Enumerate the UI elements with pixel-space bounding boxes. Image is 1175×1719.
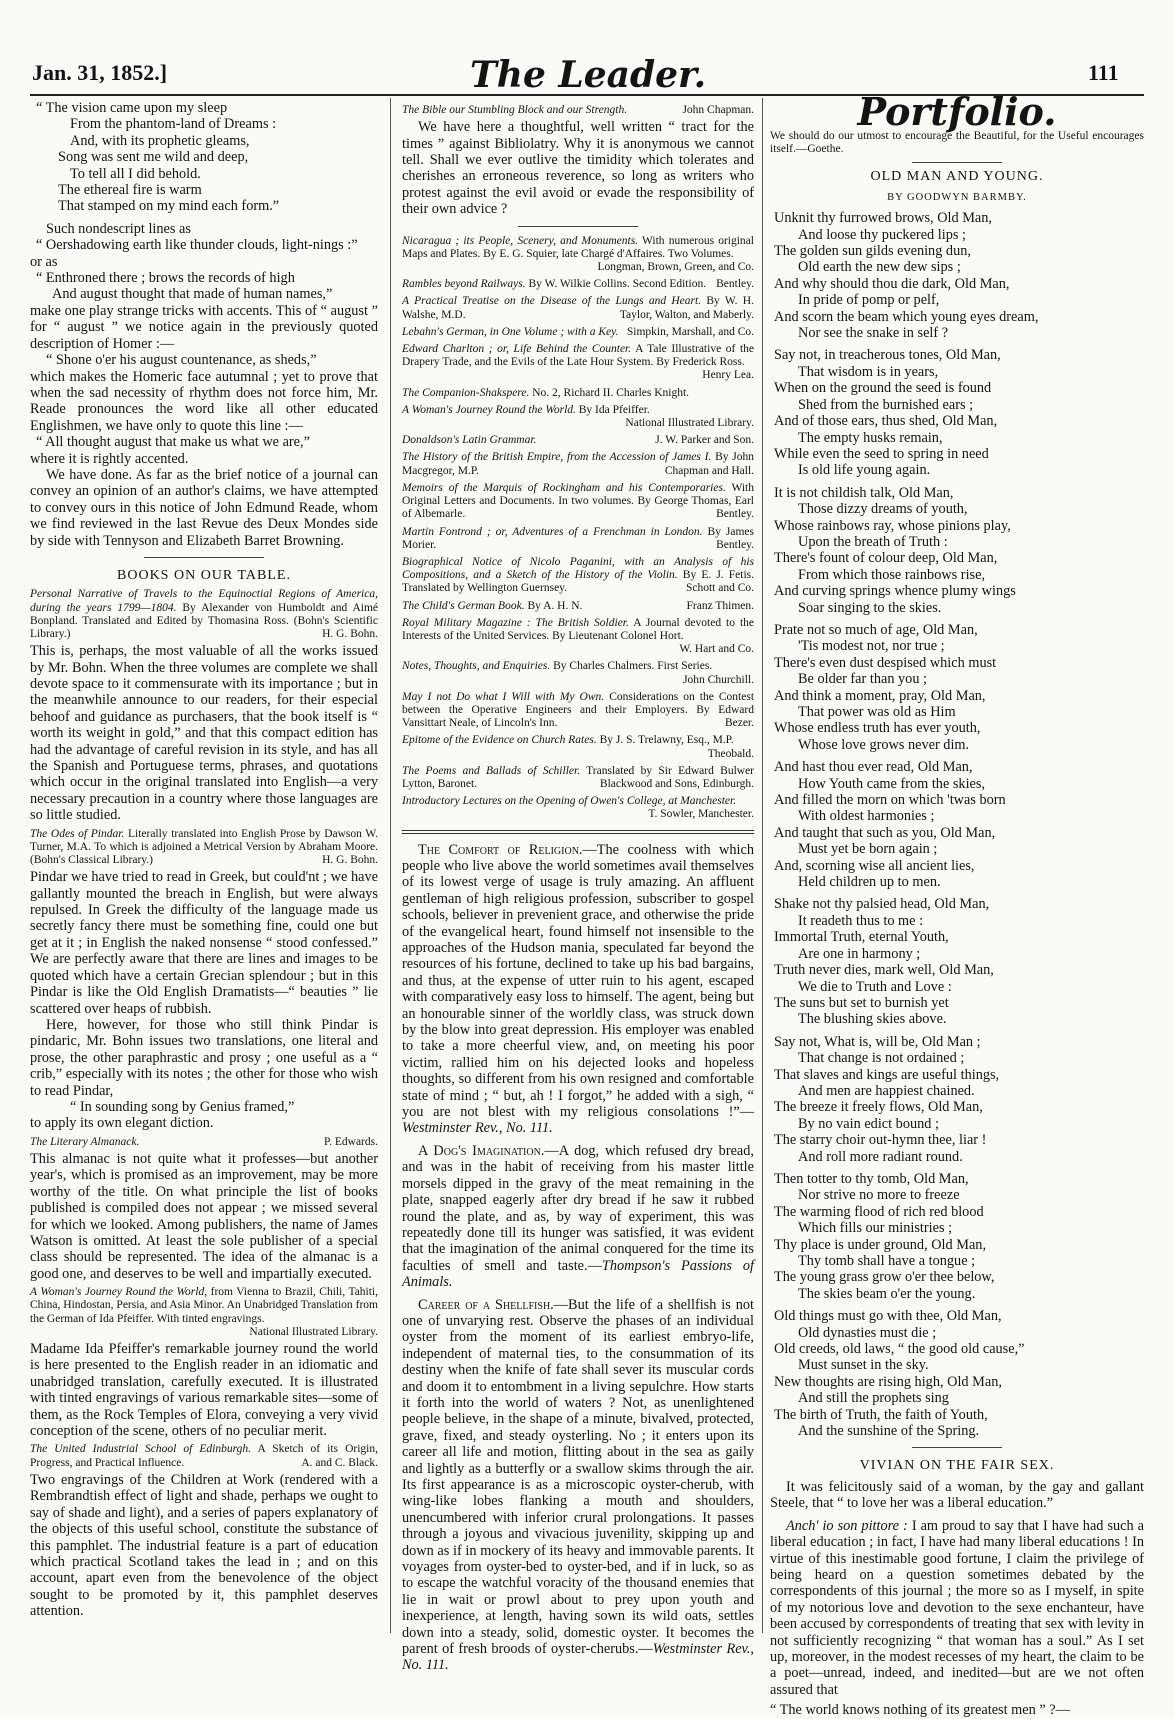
poem-stanza bbox=[774, 622, 1144, 753]
book-title: Rambles beyond Railways. bbox=[402, 278, 526, 291]
poem-line: Immortal Truth, eternal Youth, bbox=[774, 929, 949, 946]
poem-stanza bbox=[774, 1171, 1144, 1302]
book-entry bbox=[402, 434, 754, 447]
poem-stanza bbox=[774, 1308, 1144, 1439]
book-entry bbox=[402, 404, 754, 430]
book-details: By J. S. Trelawny, Esq., M.P. bbox=[599, 734, 734, 747]
poem-line: In pride of pomp or pelf, bbox=[798, 292, 940, 309]
book-publisher: John Churchill. bbox=[683, 673, 754, 686]
poem-line: Old creeds, old laws, “ the good old cause,” bbox=[774, 1341, 1025, 1358]
poem-stanza bbox=[774, 210, 1144, 341]
section-rule bbox=[912, 162, 1002, 163]
book-title: A Woman's Journey Round the World, bbox=[30, 1286, 208, 1299]
book-publisher: Longman, Brown, Green, and Co. bbox=[597, 261, 754, 274]
poem-line: Is old life young again. bbox=[798, 462, 931, 479]
book-title: May I not Do what I Will with My Own. bbox=[402, 690, 605, 703]
poem-stanza bbox=[774, 896, 1144, 1027]
item-source: Westminster Rev., No. 111. bbox=[402, 1120, 553, 1137]
portfolio-heading: Portfolio. bbox=[857, 89, 1057, 134]
book-title: The Literary Almanack. bbox=[30, 1135, 140, 1148]
article-title: VIVIAN ON THE FAIR SEX. bbox=[859, 1458, 1055, 1474]
poem-title: OLD MAN AND YOUNG. bbox=[870, 169, 1044, 185]
paragraph: Such nondescript lines as bbox=[46, 220, 191, 237]
section-rule bbox=[402, 830, 754, 834]
poem-line: And of those ears, thus shed, Old Man, bbox=[774, 413, 998, 430]
page-number: 111 bbox=[1088, 60, 1119, 85]
book-details: By A. H. N. bbox=[527, 599, 583, 612]
book-publisher: Theobald. bbox=[707, 747, 754, 760]
book-entry bbox=[402, 600, 754, 613]
poem-line: The birth of Truth, the faith of Youth, bbox=[774, 1406, 988, 1423]
book-details: By James Morier. bbox=[402, 525, 755, 551]
column-rule bbox=[390, 98, 391, 1633]
book-details: By W. Wilkie Collins. Second Edition. bbox=[528, 278, 707, 291]
book-details: By Alexander von Humboldt and Aimé Bonpland. Translated and Edited by Thomasina Ross. (Bohn's Scientific Library.) bbox=[30, 601, 379, 640]
book-details: With numerous original Maps and Plates. By E. G. Squier, late Chargé d'Affaires. Two Volumes. bbox=[402, 234, 754, 260]
book-title: Biographical Notice of Nicolo Paganini, with an Analysis of his Compositions, and a Sketch of the History of the Violin. bbox=[402, 555, 754, 582]
section-rule bbox=[144, 557, 264, 558]
poem-line: And, scorning wise all ancient lies, bbox=[774, 857, 975, 874]
poem-line: And think a moment, pray, Old Man, bbox=[774, 687, 986, 704]
poem-line: Old earth the new dew sips ; bbox=[798, 259, 961, 276]
poem-line: 'Tis modest not, nor true ; bbox=[798, 638, 945, 655]
book-details: A Journal devoted to the Interests of the United Services. By Lieutenant Colonel Hort. bbox=[402, 616, 754, 642]
poem-line: Those dizzy dreams of youth, bbox=[798, 501, 968, 518]
verse-line: To tell all I did behold. bbox=[70, 165, 201, 182]
paragraph: Two engravings of the Children at Work (rendered with a Rembrandtish effect of light and shade, perhaps we ought to say of shade and light), and a series of papers explanatory of the objects of this useful school, constitute the substance of this pamphlet. The industrial feature is a part of education which practical Scotland takes the lead in ; and on this account, apart even from the benevolence of the object sought to be promoted by it, this pamphlet deserves attention. bbox=[30, 1471, 378, 1620]
paragraph: It was felicitously said of a woman, by the gay and gallant Steele, that “ to love her was a liberal education.” bbox=[770, 1478, 1144, 1512]
poem-line: Be older far than you ; bbox=[798, 671, 928, 688]
book-publisher: Bezer. bbox=[724, 717, 754, 730]
book-publisher: Schott and Co. bbox=[685, 582, 754, 595]
book-entry bbox=[402, 482, 754, 522]
book-publisher: J. W. Parker and Son. bbox=[655, 434, 754, 447]
poem-line: Then totter to thy tomb, Old Man, bbox=[774, 1170, 969, 1187]
book-entry bbox=[402, 691, 754, 731]
book-publisher: P. Edwards. bbox=[324, 1135, 378, 1148]
section-heading: BOOKS ON OUR TABLE. bbox=[117, 567, 291, 583]
book-entry bbox=[402, 278, 754, 291]
poem-line: And loose thy puckered lips ; bbox=[798, 226, 966, 243]
poem-line: The young grass grow o'er thee below, bbox=[774, 1269, 995, 1286]
poem-line: The suns but set to burnish yet bbox=[774, 994, 949, 1011]
poem-line: While even the seed to spring in need bbox=[774, 445, 989, 462]
poem-line: The blushing skies above. bbox=[798, 1011, 947, 1028]
poem-line: When on the ground the seed is found bbox=[774, 380, 992, 397]
book-publisher: Bentley. bbox=[716, 538, 754, 551]
poem-line: How Youth came from the skies, bbox=[798, 775, 986, 792]
poem-line: Thy tomb shall have a tongue ; bbox=[798, 1253, 976, 1269]
masthead-date: Jan. 31, 1852.] bbox=[32, 60, 168, 85]
book-entry bbox=[30, 1286, 378, 1339]
paragraph: or as bbox=[30, 253, 58, 270]
poem-line: Are one in harmony ; bbox=[798, 945, 921, 962]
poem-line: That slaves and kings are useful things, bbox=[774, 1066, 1000, 1083]
book-publisher: Bentley. bbox=[716, 278, 754, 291]
book-publisher: A. and C. Black. bbox=[301, 1456, 378, 1469]
book-publisher: Bentley. bbox=[716, 508, 754, 521]
column-middle bbox=[402, 100, 755, 1674]
book-title: The History of the British Empire, from the Accession of James I. bbox=[402, 451, 712, 464]
poem-line: New thoughts are rising high, Old Man, bbox=[774, 1373, 1002, 1390]
book-title: Introductory Lectures on the Opening of Owen's College, at Manchester. bbox=[402, 795, 737, 808]
item-body: I am proud to say that I have had such a liberal education ; in fact, I have had many liberal educations ! In virtue of this inestimable good fortune, I claim the privilege of being heard on a question sometimes debated by the correspondents of this journal ; the more so as I myself, in spite of my notorious love and devotion to the sexe enchanteur, have been accused by correspondents of treating that sex with levity in not sufficiently recognizing “ that woman has a soul.” As I set up, moreover, in the modest recesses of my heart, the claim to be a poet—unread, indeed, and inedited—but are we not often assured that bbox=[770, 1517, 1144, 1698]
book-entry bbox=[402, 734, 754, 760]
book-entry bbox=[30, 828, 378, 868]
poem-line: It is not childish talk, Old Man, bbox=[774, 484, 954, 501]
book-details: By John Macgregor, M.P. bbox=[402, 451, 755, 477]
quote-line: And august thought that made of human names,” bbox=[52, 286, 333, 303]
poem-line: And taught that such as you, Old Man, bbox=[774, 824, 996, 841]
book-title: Lebahn's German, in One Volume ; with a Key. bbox=[402, 325, 619, 338]
book-title: Edward Charlton ; or, Life Behind the Counter. bbox=[402, 343, 632, 356]
column-left bbox=[30, 100, 378, 1635]
quote-line: “ Enthroned there ; brows the records of high bbox=[36, 270, 295, 287]
poem-line: The warming flood of rich red blood bbox=[774, 1203, 984, 1220]
quote-line: “ Oershadowing earth like thunder clouds, light-nings :” bbox=[36, 237, 358, 254]
book-title: The Child's German Book. bbox=[402, 599, 525, 612]
book-details: By Ida Pfeiffer. bbox=[578, 403, 650, 416]
column-right bbox=[770, 89, 1144, 1719]
book-details: By E. J. Fetis. Translated by Wellington Guernsey. bbox=[402, 569, 755, 595]
item-lead: Anch' io son pittore : bbox=[786, 1517, 908, 1534]
poem-line: The breeze it freely flows, Old Man, bbox=[774, 1099, 983, 1116]
book-entry bbox=[402, 387, 754, 400]
book-title: The Bible our Stumbling Block and our Strength. bbox=[402, 104, 628, 116]
poem-line: And the sunshine of the Spring. bbox=[798, 1423, 980, 1440]
book-entry bbox=[402, 104, 754, 117]
book-entry bbox=[402, 326, 754, 339]
book-title: Memoirs of the Marquis of Rockingham and his Contemporaries. bbox=[402, 481, 726, 494]
book-entry bbox=[402, 795, 754, 821]
poem-line: And hast thou ever read, Old Man, bbox=[774, 759, 973, 776]
book-title: The Poems and Ballads of Schiller. bbox=[402, 764, 581, 777]
book-entry bbox=[30, 1136, 378, 1149]
column-rule bbox=[762, 98, 763, 1633]
poem-line: And filled the morn on which 'twas born bbox=[774, 792, 1006, 809]
poem-stanza bbox=[774, 485, 1144, 616]
book-title: Epitome of the Evidence on Church Rates. bbox=[402, 734, 597, 747]
book-title: Royal Military Magazine : The British Soldier. bbox=[402, 616, 629, 629]
poem-line: There's fount of colour deep, Old Man, bbox=[774, 550, 998, 567]
poem-line: Unknit thy furrowed brows, Old Man, bbox=[774, 210, 992, 227]
paragraph: which makes the Homeric face autumnal ; yet to prove that when the sad necessity of rhythm does not force him, Mr. Reade pronounces the word like all other educated Englishmen, we have only to quote this line :— bbox=[30, 368, 378, 434]
poem-stanza bbox=[774, 347, 1144, 478]
item-body: —A dog, which refused dry bread, and was in the habit of receiving from his master little morsels dipped in the gravy of the meat remaining in the plate, snapped eagerly after dry bread if he saw it rubbed round the plate, and as, by way of experiment, this was repeatedly done till its hunger was satisfied, it was evident that the imagination of the animal conquered for the time its faculties of smell and taste.— bbox=[402, 1142, 754, 1274]
book-title: Martin Fontrond ; or, Adventures of a Frenchman in London. bbox=[402, 525, 703, 538]
paragraph: Here, however, for those who still think Pindar is pindaric, Mr. Bohn issues two translations, one literal and prose, the other paraphrastic and prosy ; one useful as a “ crib,” especially with its notes ; the other for those who wish to read Pindar, bbox=[30, 1016, 378, 1099]
book-entry bbox=[30, 1443, 378, 1469]
paragraph: Madame Ida Pfeiffer's remarkable journey round the world is here presented to the English reader in an idiomatic and unabridged translation, carefully executed. It is illustrated with tinted engravings of various remarkable sites—some of them, as the Rock Temples of Elora, conveying a very vivid conception of the scene, others of no peculiar merit. bbox=[30, 1341, 378, 1440]
book-publisher: Blackwood and Sons, Edinburgh. bbox=[599, 777, 754, 790]
book-title: The Odes of Pindar. bbox=[30, 827, 125, 840]
poem-line: Say not, What is, will be, Old Man ; bbox=[774, 1033, 981, 1050]
poem-line: The empty husks remain, bbox=[798, 429, 943, 446]
poem-line: Which fills our ministries ; bbox=[798, 1220, 953, 1237]
book-details: Considerations on the Contest between the Operative Engineers and their Employers. By Edward Vansittart Neale, of Lincoln's Inn. bbox=[402, 690, 755, 730]
paragraph: to apply its own elegant diction. bbox=[30, 1115, 214, 1132]
book-publisher: W. Hart and Co. bbox=[679, 643, 754, 656]
book-entry bbox=[402, 235, 754, 275]
book-title: The United Industrial School of Edinburgh. bbox=[30, 1443, 252, 1456]
poem-line: Nor strive no more to freeze bbox=[798, 1187, 960, 1204]
poem-line: And still the prophets sing bbox=[798, 1390, 949, 1407]
paragraph: This almanac is not quite what it professes—but another year's, which is promised as an improvement, may be more worthy of the title. On what principle the list of books published is compiled does not appear ; we missed several for which we looked. Among publishers, the name of James Watson is omitted. At least the sole publisher of a special class should be represented. The idea of the almanac is a good one, and deserves to be well and impartially executed. bbox=[30, 1150, 378, 1282]
verse-line: The ethereal fire is warm bbox=[58, 182, 202, 199]
book-publisher: H. G. Bohn. bbox=[322, 854, 378, 867]
book-publisher: Chapman and Hall. bbox=[664, 464, 754, 477]
book-details: from Vienna to Brazil, Chili, Tahiti, China, Hindostan, Persia, and Asia Minor. An Unabridged Translation from the German of Ida Pfeiffer. With tinted engravings. bbox=[30, 1286, 379, 1325]
book-details: By Charles Chalmers. First Series. bbox=[553, 660, 713, 673]
poem-line: There's even dust despised which must bbox=[774, 654, 997, 671]
book-details: Translated by Sir Edward Bulwer Lytton, Baronet. bbox=[402, 764, 755, 790]
poem-author: BY GOODWYN BARMBY. bbox=[887, 191, 1027, 203]
book-details: By W. H. Walshe, M.D. bbox=[402, 295, 754, 321]
poem-line: And curving springs whence plumy wings bbox=[774, 583, 1016, 600]
book-details: No. 2, Richard II. Charles Knight. bbox=[532, 386, 690, 399]
poem-line: Whose rainbows ray, whose pinions play, bbox=[774, 517, 1011, 534]
quote-line: “ Shone o'er his august countenance, as sheds,” bbox=[46, 352, 317, 369]
section-rule bbox=[518, 226, 638, 227]
poem-line: With oldest harmonies ; bbox=[798, 808, 935, 825]
masthead-title: The Leader. bbox=[470, 54, 707, 96]
book-publisher: T. Sowler, Manchester. bbox=[648, 808, 754, 821]
poem-line: Nor see the snake in self ? bbox=[798, 325, 949, 342]
book-details: A Tale Illustrative of the Drapery Trade, and the Evils of the Late Hour System. By Frederick Ross. bbox=[402, 343, 754, 369]
paragraph: where it is rightly accented. bbox=[30, 450, 189, 467]
poem-line: Say not, in treacherous tones, Old Man, bbox=[774, 347, 1001, 364]
book-title: Personal Narrative of Travels to the Equinoctial Regions of America, during the years 1799—1804. bbox=[30, 588, 378, 614]
poem-line: From which those rainbows rise, bbox=[798, 566, 986, 583]
poem-line: We die to Truth and Love : bbox=[798, 978, 952, 995]
book-entry bbox=[402, 451, 754, 477]
paragraph: We have here a thoughtful, well written “ tract for the times ” against Bibliolatry. Why it is anonymous we cannot tell. Shall we ever outlive the timidity which tolerates and cherishes an erroneous reverence, so long as writers who protest against the evil avoid or evade the responsibility of their own advice ? bbox=[402, 119, 754, 218]
book-entry bbox=[402, 617, 754, 657]
book-details: With Original Letters and Documents. In two volumes. By George Thomas, Earl of Albemarle. bbox=[402, 481, 755, 521]
poem-line: Must sunset in the sky. bbox=[798, 1357, 929, 1374]
book-title: The Companion-Shakspere. bbox=[402, 386, 530, 399]
book-publisher: National Illustrated Library. bbox=[249, 1325, 378, 1338]
section-rule bbox=[912, 1447, 1002, 1448]
poem-line: That wisdom is in years, bbox=[798, 363, 939, 380]
book-publisher: National Illustrated Library. bbox=[625, 417, 754, 430]
book-entry bbox=[402, 556, 754, 596]
verse-line: That stamped on my mind each form.” bbox=[58, 198, 280, 215]
poem-line: By no vain edict bound ; bbox=[798, 1115, 939, 1132]
poem-stanza bbox=[774, 759, 1144, 890]
poem-line: Upon the breath of Truth : bbox=[798, 533, 948, 550]
verse-line: “ The vision came upon my sleep bbox=[36, 100, 228, 116]
book-publisher: Franz Thimen. bbox=[686, 599, 754, 612]
verse-quote bbox=[36, 100, 378, 215]
poem-line: Old dynasties must die ; bbox=[798, 1324, 937, 1341]
quote-line: “ The world knows nothing of its greatest men ” ?— bbox=[770, 1702, 1070, 1719]
book-list bbox=[402, 235, 754, 822]
book-details: A Sketch of its Origin, Progress, and Practical Influence. bbox=[30, 1443, 378, 1469]
item-lead: A Dog's Imagination. bbox=[418, 1142, 545, 1159]
poem-line: The skies beam o'er the young. bbox=[798, 1285, 976, 1302]
paragraph: We have done. As far as the brief notice of a journal can convey an opinion of an author's claims, we have attempted to convey ours in this notice of John Edmund Reade, whom we find reviewed in the last Revue des Deux Mondes side by side with Tennyson and Elizabeth Barret Browning. bbox=[30, 466, 378, 549]
book-publisher: H. G. Bohn. bbox=[322, 627, 378, 640]
poem-line: That change is not ordained ; bbox=[798, 1050, 965, 1067]
book-title: A Woman's Journey Round the World. bbox=[402, 403, 576, 416]
book-publisher: Taylor, Walton, and Maberly. bbox=[619, 308, 754, 321]
poem-line: Soar singing to the skies. bbox=[798, 599, 942, 616]
item-lead: The Comfort of Religion. bbox=[418, 841, 583, 858]
item-body: —But the life of a shellfish is not one of unvarying rest. Observe the phases of an individual oyster from the moment of its earliest embryo-life, independent of maternal ties, to the consummation of its destiny when the knife of fate shall sever its muscular cords and doom it to entombment in a living sepulchre. How starts it forth into the world of waters ? Not, as unenlightened people believe, in the shape of a minute, bivalved, protected, grave, fixed, and steady oysterling. No ; it enters upon its career all life and motion, flitting about in the sea as gaily and lightly as a butterfly or a swallow skims through the air. Its first appearance is as a microscopic oyster-cherub, with wing-like lobes flanking a mouth and shoulders, unencumbered with inferior crural prolongations. It passes through a joyous and vivacious juvenility, skipping up and down as if in mockery of its heavy and immovable parents. It voyages from oyster-bed to oyster-bed, and if in luck, so as to escape the watchful voracity of the thousand enemies that lie in wait or prowl about to prey upon youth and inexperience, at length, having sown its wild oats, settles down into a steady, solid, domestic oyster. It becomes the parent of fresh broods of oyster-cherubs.— bbox=[402, 1296, 754, 1658]
poem-line: And men are happiest chained. bbox=[798, 1082, 975, 1099]
poem-line: Truth never dies, mark well, Old Man, bbox=[774, 962, 994, 979]
poem-line: The starry choir out-hymn thee, liar ! bbox=[774, 1132, 987, 1149]
poem-line: Whose love grows never dim. bbox=[798, 736, 970, 753]
book-entry bbox=[402, 765, 754, 791]
poem bbox=[774, 210, 1144, 1439]
verse-line: From the phantom-land of Dreams : bbox=[70, 116, 277, 133]
item-body: —The coolness with which people who live above the world sometimes avail themselves of its lowest verge of usage is truly amazing. An affluent gentleman of high religious profession, subscriber to gospel schools, believer in prevenient grace, and otherwise the pride of the evangelical heart, found himself not insensible to the approaches of the Hudson mania, speculated far beyond the resources of his fortune, declined to take up his bad bargains, and thus, at the expense of utter ruin to his agent, escaped with comparatively easy loss to himself. The agent, being but an honourable sinner of the worldly class, was struck down by the blow into great depression. His employer was enabled to take a more cheerful view, and, on meeting his poor victim, rallied him on his dejected looks and hopeless thoughts, so different from his own resigned and comfortable state of mind ; “ but, ah ! I forgot,” he added with a sigh, “ you are not blest with my religious consolations !”— bbox=[402, 841, 754, 1121]
paragraph bbox=[402, 1143, 754, 1291]
book-title: Nicaragua ; its People, Scenery, and Monuments. bbox=[402, 234, 639, 247]
paragraph bbox=[402, 1297, 754, 1674]
book-details: Literally translated into English Prose by Dawson W. Turner, M.A. To which is adjoined a Metrical Version by Abraham Moore. (Bohn's Classical Library.) bbox=[30, 827, 379, 867]
poem-line: And roll more radiant round. bbox=[798, 1148, 963, 1165]
book-title: Notes, Thoughts, and Enquiries. bbox=[402, 660, 551, 673]
book-publisher: John Chapman. bbox=[682, 104, 754, 116]
poem-line: Thy place is under ground, Old Man, bbox=[774, 1236, 987, 1253]
book-publisher: Henry Lea. bbox=[702, 369, 754, 382]
book-entry bbox=[402, 295, 754, 321]
poem-line: It readeth thus to me : bbox=[798, 912, 924, 929]
item-source: Westminster Rev., No. 111. bbox=[402, 1641, 754, 1674]
paragraph bbox=[402, 842, 754, 1137]
poem-stanza bbox=[774, 1034, 1144, 1165]
poem-line: And why should thou die dark, Old Man, bbox=[774, 275, 1010, 292]
book-title: Donaldson's Latin Grammar. bbox=[402, 434, 537, 447]
poem-line: Shake not thy palsied head, Old Man, bbox=[774, 896, 990, 913]
paragraph: make one play strange tricks with accents. This of “ august ” for “ august ” we notice again in the previously quoted description of Homer :— bbox=[30, 302, 378, 352]
poem-line: Whose endless truth has ever youth, bbox=[774, 720, 981, 737]
book-entry bbox=[30, 588, 378, 641]
poem-line: The golden sun gilds evening dun, bbox=[774, 243, 971, 260]
item-source: Thompson's Passions of Animals. bbox=[402, 1257, 754, 1291]
book-entry bbox=[402, 660, 754, 686]
poem-line: Old things must go with thee, Old Man, bbox=[774, 1308, 1002, 1325]
book-publisher: Simpkin, Marshall, and Co. bbox=[626, 325, 754, 338]
paragraph: This is, perhaps, the most valuable of all the works issued by Mr. Bohn. When the three volumes are complete we shall devote space to it commensurate with its importance ; but in the meanwhile announce to our readers, for their especial behoof and guidance as purchasers, that the book itself is “ worth its weight in gold,” and that this compact edition has had the advantage of careful revision in its style, and has all the Spanish and Portuguese terms, phrases, and quotations which occur in the original translated into English—a very necessary precaution in a country where those languages are so little studied. bbox=[30, 643, 378, 824]
poem-line: That power was old as Him bbox=[798, 704, 956, 720]
paragraph: Pindar we have tried to read in Greek, but could'nt ; we have gallantly mounted the breach in English, but were always repulsed. In Greek the difficulty of the language made us secretly fancy there must be something fine, could one but get at it ; in English the naked nonsense “ stood confessed.” We are perfectly aware that there are lines and images to be quoted which have a certain Grecian splendour ; but in this Pindar is like the Old English Dramatists—“ beauties ” lie scattered over heaps of rubbish. bbox=[30, 869, 378, 1017]
book-entry bbox=[402, 526, 754, 552]
book-entry bbox=[402, 343, 754, 383]
poem-line: Must yet be born again ; bbox=[798, 841, 938, 858]
poem-line: Prate not so much of age, Old Man, bbox=[774, 621, 978, 638]
paragraph bbox=[770, 1518, 1144, 1698]
quote-line: “ In sounding song by Genius framed,” bbox=[70, 1098, 295, 1115]
book-title: A Practical Treatise on the Disease of the Lungs and Heart. bbox=[402, 295, 702, 308]
item-lead: Career of a Shellfish. bbox=[418, 1296, 554, 1313]
poem-line: And scorn the beam which young eyes dream, bbox=[774, 308, 1039, 325]
verse-line: And, with its prophetic gleams, bbox=[70, 132, 250, 149]
epigraph: We should do our utmost to encourage the Beautiful, for the Useful encourages itself.—Goethe. bbox=[770, 130, 1144, 156]
poem-line: Held children up to men. bbox=[798, 874, 941, 891]
quote-line: “ All thought august that make us what we are,” bbox=[36, 434, 310, 451]
poem-line: Shed from the burnished ears ; bbox=[798, 396, 974, 413]
verse-line: Song was sent me wild and deep, bbox=[58, 149, 249, 166]
